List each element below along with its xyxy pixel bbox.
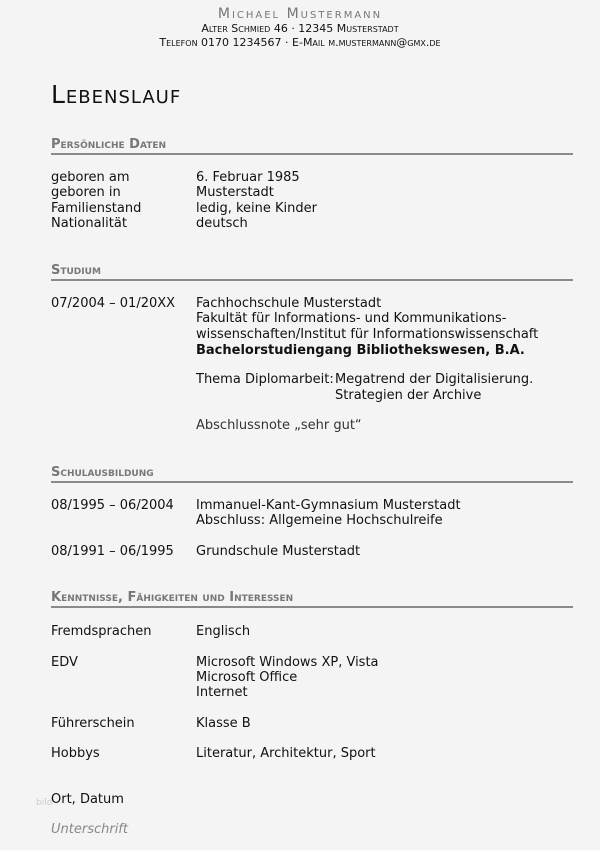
- personal-label: Familienstand: [51, 201, 142, 216]
- studium-grade: Abschlussnote „sehr gut“: [196, 418, 362, 433]
- thesis-line: Megatrend der Digitalisierung.: [335, 372, 534, 387]
- schule-line: Abschluss: Allgemeine Hochschulreife: [196, 513, 443, 528]
- skills-value: Englisch: [196, 624, 251, 639]
- header-contact: Telefon 0170 1234567 · E-Mail m.mustermann@gmx.de: [159, 36, 441, 49]
- section-heading-skills: Kenntnisse, Fähigkeiten und Interessen: [51, 590, 573, 608]
- personal-value: ledig, keine Kinder: [196, 201, 318, 216]
- personal-value: deutsch: [196, 216, 248, 231]
- studium-line: wissenschaften/Institut für Informationswissenschaft: [196, 327, 539, 342]
- section-heading-schule: Schulausbildung: [51, 465, 573, 483]
- personal-value: Musterstadt: [196, 185, 274, 200]
- place-date: Ort, Datum: [51, 792, 124, 807]
- schule-line: Grundschule Musterstadt: [196, 544, 361, 559]
- header-address: Alter Schmied 46 · 12345 Musterstadt: [201, 22, 399, 35]
- skills-label: Hobbys: [51, 746, 100, 761]
- page-mark: bild: [36, 798, 53, 808]
- thesis-line: Strategien der Archive: [335, 388, 482, 403]
- signature-label: Unterschrift: [51, 822, 128, 837]
- studium-period: 07/2004 – 01/20XX: [51, 296, 176, 311]
- schule-period: 08/1995 – 06/2004: [51, 498, 174, 513]
- skills-value: Klasse B: [196, 716, 251, 731]
- skills-label: Führerschein: [51, 716, 135, 731]
- header-name: Michael Mustermann: [217, 6, 383, 22]
- skills-value: Internet: [196, 685, 248, 700]
- personal-label: geboren am: [51, 170, 130, 185]
- studium-line: Fachhochschule Musterstadt: [196, 296, 382, 311]
- skills-value: Literatur, Architektur, Sport: [196, 746, 376, 761]
- section-heading-studium: Studium: [51, 263, 573, 281]
- skills-value: Microsoft Office: [196, 670, 298, 685]
- personal-value: 6. Februar 1985: [196, 170, 300, 185]
- personal-label: geboren in: [51, 185, 121, 200]
- thesis-label: Thema Diplomarbeit:: [196, 372, 334, 387]
- studium-degree: Bachelorstudiengang Bibliothekswesen, B.A.: [196, 343, 525, 358]
- studium-line: Fakultät für Informations- und Kommunikations-: [196, 311, 507, 326]
- skills-label: Fremdsprachen: [51, 624, 152, 639]
- personal-label: Nationalität: [51, 216, 127, 231]
- skills-value: Microsoft Windows XP, Vista: [196, 655, 379, 670]
- section-heading-personal: Persönliche Daten: [51, 137, 573, 155]
- page-title: Lebenslauf: [51, 80, 182, 109]
- schule-line: Immanuel-Kant-Gymnasium Musterstadt: [196, 498, 461, 513]
- skills-label: EDV: [51, 655, 78, 670]
- schule-period: 08/1991 – 06/1995: [51, 544, 174, 559]
